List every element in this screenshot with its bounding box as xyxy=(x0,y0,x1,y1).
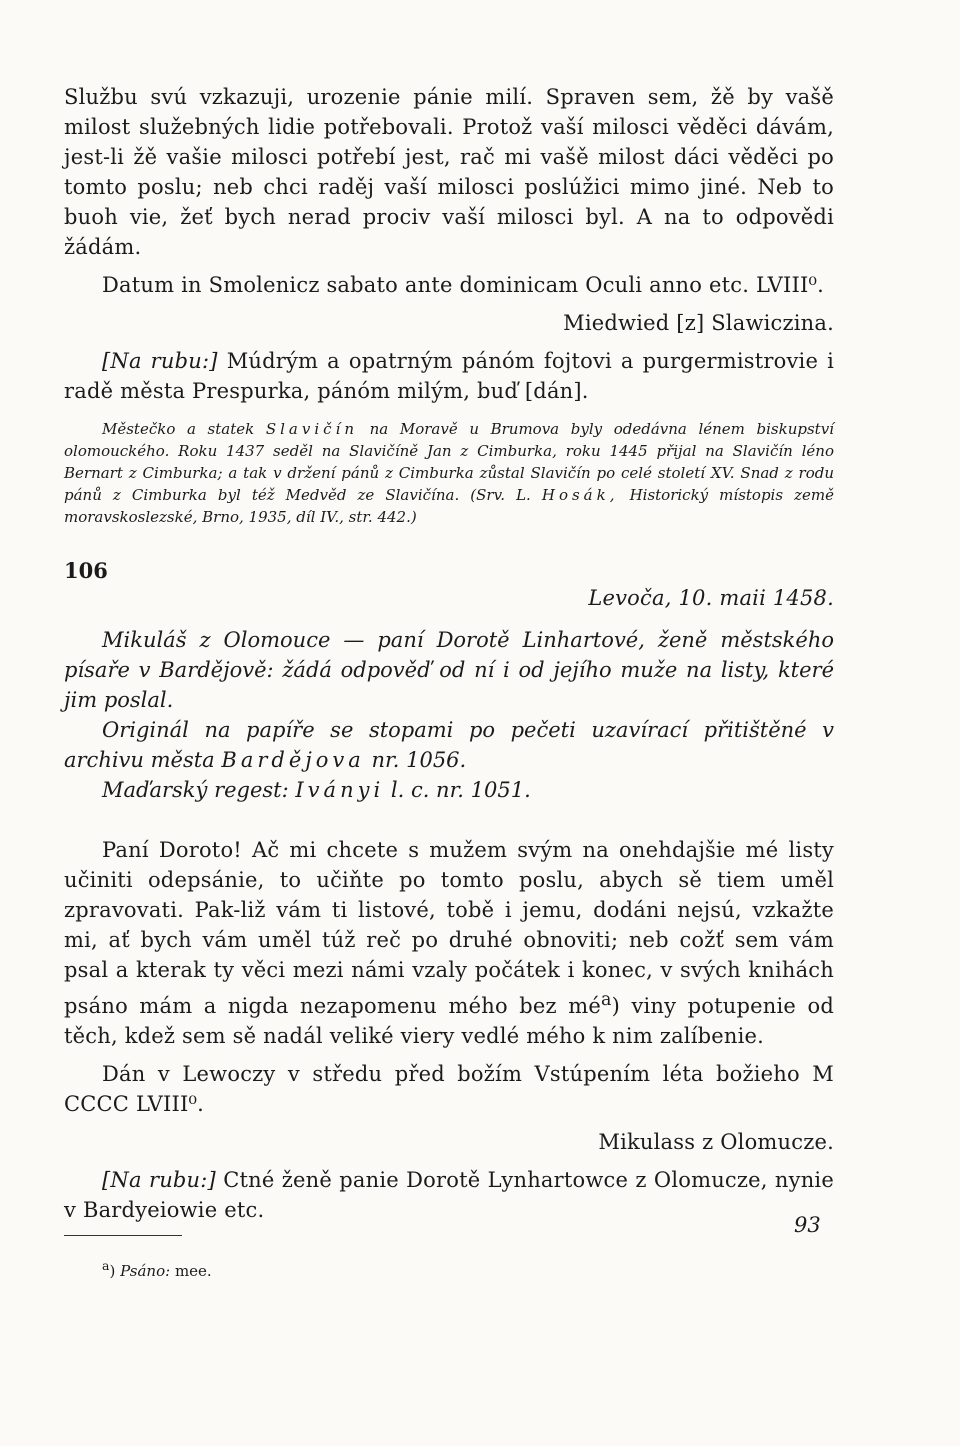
address-label: [Na rubu:] xyxy=(102,1168,216,1192)
note-author: Hosák, xyxy=(541,486,619,504)
regest-ref: l. c. nr. 1051. xyxy=(390,778,531,802)
regest-label: Maďarský regest: xyxy=(102,778,289,802)
footnote-divider xyxy=(64,1235,182,1236)
letter-address xyxy=(64,346,834,406)
original-note xyxy=(64,715,834,775)
footnote: $^a$) Psáno: mee. xyxy=(102,1258,212,1280)
regest-author: Iványi xyxy=(295,778,385,802)
letter-datum: Dán v Lewoczy v středu před božím Vstúpením léta božieho M CCCC LVIII⁰. xyxy=(64,1062,834,1116)
original-text: Originál na papíře se stopami po pečeti uzavírací přitištěné v archivu města xyxy=(64,718,834,772)
letter-body: Službu svú vzkazuji, urozenie pánie milí. Spraven sem, žě by vašě milost služebných lidie potřebovali. Protož vaší milosci věděci dávám, jest-li žě vašie milosci potřebí jest, rač mi vašě milost dáci věděci po tomto poslu; neb chci raděj vaší milosci poslúžici mimo jiné. Neb to buoh vie, žeť bych nerad prociv vaší milosci byl. A na to odpovědi žádám. xyxy=(64,85,834,259)
page-content xyxy=(64,82,834,1280)
footnote-text: mee. xyxy=(174,1262,212,1280)
letter-signature: Mikulass z Olomucze. xyxy=(598,1130,834,1154)
page-number: 93 xyxy=(794,1213,821,1237)
original-text: nr. 1056. xyxy=(371,748,467,772)
letter-signature: Miedwied [z] Slawiczina. xyxy=(563,311,834,335)
footnote-label: Psáno: xyxy=(120,1262,171,1280)
body-text: ) viny potupenie od těch, kdež sem sě nadál veliké viery vedlé mého k nim zalíbenie. xyxy=(64,994,834,1048)
letter-datum: Datum in Smolenicz sabato ante dominicam Oculi anno etc. LVIII⁰. xyxy=(102,273,824,297)
note-text: Městečko a statek xyxy=(102,420,255,438)
letter-address xyxy=(64,1165,834,1225)
note-text: Historický místopis země moravskoslezské, Brno, 1935, díl IV., str. 442.) xyxy=(64,486,834,526)
body-text: Paní Doroto! Ač mi chcete s mužem svým na onehdajšie mé listy učiniti odepsánie, to učiňte po tomto poslu, abych sě tiem uměl zpravovati. Pak-liž vám ti listové, tobě i jemu, dodáni nejsú, vzkažte mi, ať bych vám uměl túž reč po druhé obnoviti; neb cožť sem vám psal a kterak ty věci mezi námi vzaly počátek i konec, v svých knihách psáno mám a nigda nezapomenu mého bez mé xyxy=(64,838,834,1018)
document-summary: Mikuláš z Olomouce — paní Dorotě Linhartové, ženě městského písaře v Bardějově: žádá odpověď od ní i od jejího muže na listy, které jim poslal. xyxy=(64,628,834,712)
place-date: Levoča, 10. maii 1458. xyxy=(588,586,834,610)
editorial-note xyxy=(64,418,834,528)
regest-note xyxy=(64,775,834,805)
footnote-mark: a xyxy=(600,990,612,1010)
note-text: na Moravě u Brumova byly odedávna lénem biskupství olomouckého. Roku 1437 seděl na Slavičíně Jan z Cimburka, roku 1445 přijal na Slavičín léno Bernart z Cimburka; a tak v držení pánů z Cimburka zůstal Slavičín po celé století XV. Snad z rodu pánů z Cimburka byl též Medvěd ze Slavičína. (Srv. L. xyxy=(64,420,834,504)
letter-body xyxy=(64,835,834,1051)
address-text: Múdrým a opatrným pánóm fojtovi a purgermistrovie i radě města Prespurka, pánóm milým, buď [dán]. xyxy=(64,349,834,403)
note-place: Slavičín xyxy=(265,420,358,438)
original-place: Bardějova xyxy=(221,748,365,772)
footnote-mark: a xyxy=(102,1258,110,1273)
document-number: 106 xyxy=(64,558,108,583)
address-text: Ctné ženě panie Dorotě Lynhartowce z Olomucze, nynie v Bardyeiowie etc. xyxy=(64,1168,834,1222)
address-label: [Na rubu:] xyxy=(102,349,218,373)
